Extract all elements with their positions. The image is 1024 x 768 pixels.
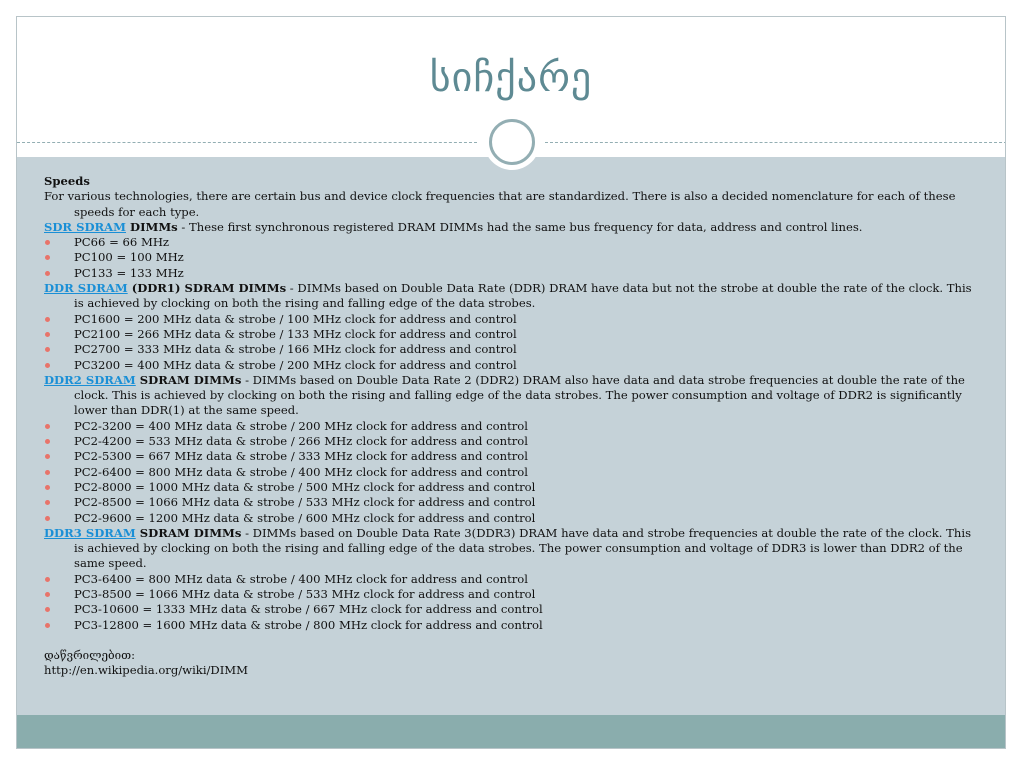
bullet-icon xyxy=(45,577,50,582)
bullet-icon xyxy=(45,470,50,475)
body-text xyxy=(44,174,979,679)
slide-title: სიჩქარე xyxy=(429,55,593,101)
list-item-text: PC3200 = 400 MHz data & strobe / 200 MHz clock for address and control xyxy=(74,357,517,372)
section-bold: (DDR1) SDRAM DIMMs xyxy=(127,281,287,296)
list-item xyxy=(44,495,979,510)
section-ddr3 xyxy=(44,526,979,572)
list-item xyxy=(44,572,979,587)
section-bold: SDRAM DIMMs xyxy=(135,372,242,387)
list-item xyxy=(44,511,979,526)
list-item-text: PC2-4200 = 533 MHz data & strobe / 266 MHz clock for address and control xyxy=(74,434,528,449)
circle-ring xyxy=(489,119,535,165)
intro-paragraph: For various technologies, there are certain bus and device clock frequencies that are standardized. There is also a decided nomenclature for each of these speeds for each type. xyxy=(44,189,956,219)
bullet-icon xyxy=(45,317,50,322)
source-url[interactable]: http://en.wikipedia.org/wiki/DIMM xyxy=(44,663,249,678)
section-desc: - DIMMs based on Double Data Rate (DDR) DRAM have data but not the strobe at double the rate of the clock. This is achieved by clocking on both the rising and falling edge of the data strobes. xyxy=(74,281,972,311)
bullet-icon xyxy=(45,255,50,260)
section-ddr xyxy=(44,281,979,312)
slide-frame xyxy=(16,16,1006,749)
list-item-text: PC2-5300 = 667 MHz data & strobe / 333 MHz clock for address and control xyxy=(74,449,528,464)
section-sdr xyxy=(44,220,979,235)
bullet-icon xyxy=(45,439,50,444)
ddr3-sdram-link[interactable]: DDR3 SDRAM xyxy=(44,525,136,540)
section-desc: - DIMMs based on Double Data Rate 3(DDR3) DRAM have data and strobe frequencies at double the rate of the clock. This is achieved by clocking on both the rising and falling edge of the data strobes. The power consumption and voltage of DDR3 is lower than DDR2 of the same speed. xyxy=(74,525,972,571)
list-item-text: PC66 = 66 MHz xyxy=(74,235,170,250)
list-item xyxy=(44,449,979,464)
list-item xyxy=(44,618,979,633)
list-item-text: PC3-6400 = 800 MHz data & strobe / 400 MHz clock for address and control xyxy=(74,571,528,586)
section-bold: DIMMs xyxy=(126,219,178,234)
list-item xyxy=(44,250,979,265)
list-item xyxy=(44,266,979,281)
list-item-text: PC133 = 133 MHz xyxy=(74,265,184,280)
list-item-text: PC3-10600 = 1333 MHz data & strobe / 667 MHz clock for address and control xyxy=(74,602,543,617)
divider-left xyxy=(17,142,477,143)
list-item xyxy=(44,587,979,602)
sdr-sdram-link[interactable]: SDR SDRAM xyxy=(44,219,126,234)
source-label: დაწვრილებით: xyxy=(44,647,136,662)
section-ddr2 xyxy=(44,373,979,419)
list-item xyxy=(44,327,979,342)
bullet-icon xyxy=(45,623,50,628)
bullet-icon xyxy=(45,240,50,245)
bullet-icon xyxy=(45,424,50,429)
list-item-text: PC3-12800 = 1600 MHz data & strobe / 800 MHz clock for address and control xyxy=(74,617,543,632)
list-item-text: PC1600 = 200 MHz data & strobe / 100 MHz clock for address and control xyxy=(74,311,517,326)
bullet-icon xyxy=(45,592,50,597)
bullet-icon xyxy=(45,271,50,276)
bullet-icon xyxy=(45,454,50,459)
list-item-text: PC2100 = 266 MHz data & strobe / 133 MHz clock for address and control xyxy=(74,326,517,341)
list-item xyxy=(44,235,979,250)
list-item-text: PC100 = 100 MHz xyxy=(74,250,184,265)
list-item xyxy=(44,342,979,357)
ddr-sdram-link[interactable]: DDR SDRAM xyxy=(44,281,128,296)
list-item xyxy=(44,312,979,327)
ddr2-sdram-link[interactable]: DDR2 SDRAM xyxy=(44,372,136,387)
circle-ornament-icon xyxy=(484,114,540,170)
list-item xyxy=(44,434,979,449)
bullet-icon xyxy=(45,332,50,337)
content-area xyxy=(17,157,1005,715)
list-item xyxy=(44,602,979,617)
divider-right xyxy=(545,142,1006,143)
list-item xyxy=(44,480,979,495)
list-item-text: PC2-8000 = 1000 MHz data & strobe / 500 MHz clock for address and control xyxy=(74,479,536,494)
bullet-icon xyxy=(45,363,50,368)
bullet-icon xyxy=(45,347,50,352)
bullet-icon xyxy=(45,485,50,490)
list-item xyxy=(44,465,979,480)
list-item-text: PC2-8500 = 1066 MHz data & strobe / 533 MHz clock for address and control xyxy=(74,495,536,510)
list-item-text: PC2-3200 = 400 MHz data & strobe / 200 MHz clock for address and control xyxy=(74,418,528,433)
list-item-text: PC3-8500 = 1066 MHz data & strobe / 533 MHz clock for address and control xyxy=(74,587,536,602)
speeds-heading: Speeds xyxy=(44,174,90,188)
list-item xyxy=(44,419,979,434)
bullet-icon xyxy=(45,500,50,505)
bullet-icon xyxy=(45,516,50,521)
section-desc: - These first synchronous registered DRAM DIMMs had the same bus frequency for data, address and control lines. xyxy=(177,219,863,234)
list-item xyxy=(44,358,979,373)
footer-band xyxy=(17,715,1005,749)
list-item-text: PC2700 = 333 MHz data & strobe / 166 MHz clock for address and control xyxy=(74,342,517,357)
spacer xyxy=(44,633,979,648)
list-item-text: PC2-9600 = 1200 MHz data & strobe / 600 MHz clock for address and control xyxy=(74,510,536,525)
bullet-icon xyxy=(45,607,50,612)
section-desc: - DIMMs based on Double Data Rate 2 (DDR2) DRAM also have data and data strobe frequencies at double the rate of the clock. This is achieved by clocking on both the rising and falling edge of the data strobes. The power consumption and voltage of DDR2 is significantly lower than DDR(1) at the same speed. xyxy=(74,372,965,418)
list-item-text: PC2-6400 = 800 MHz data & strobe / 400 MHz clock for address and control xyxy=(74,464,528,479)
section-bold: SDRAM DIMMs xyxy=(135,525,242,540)
